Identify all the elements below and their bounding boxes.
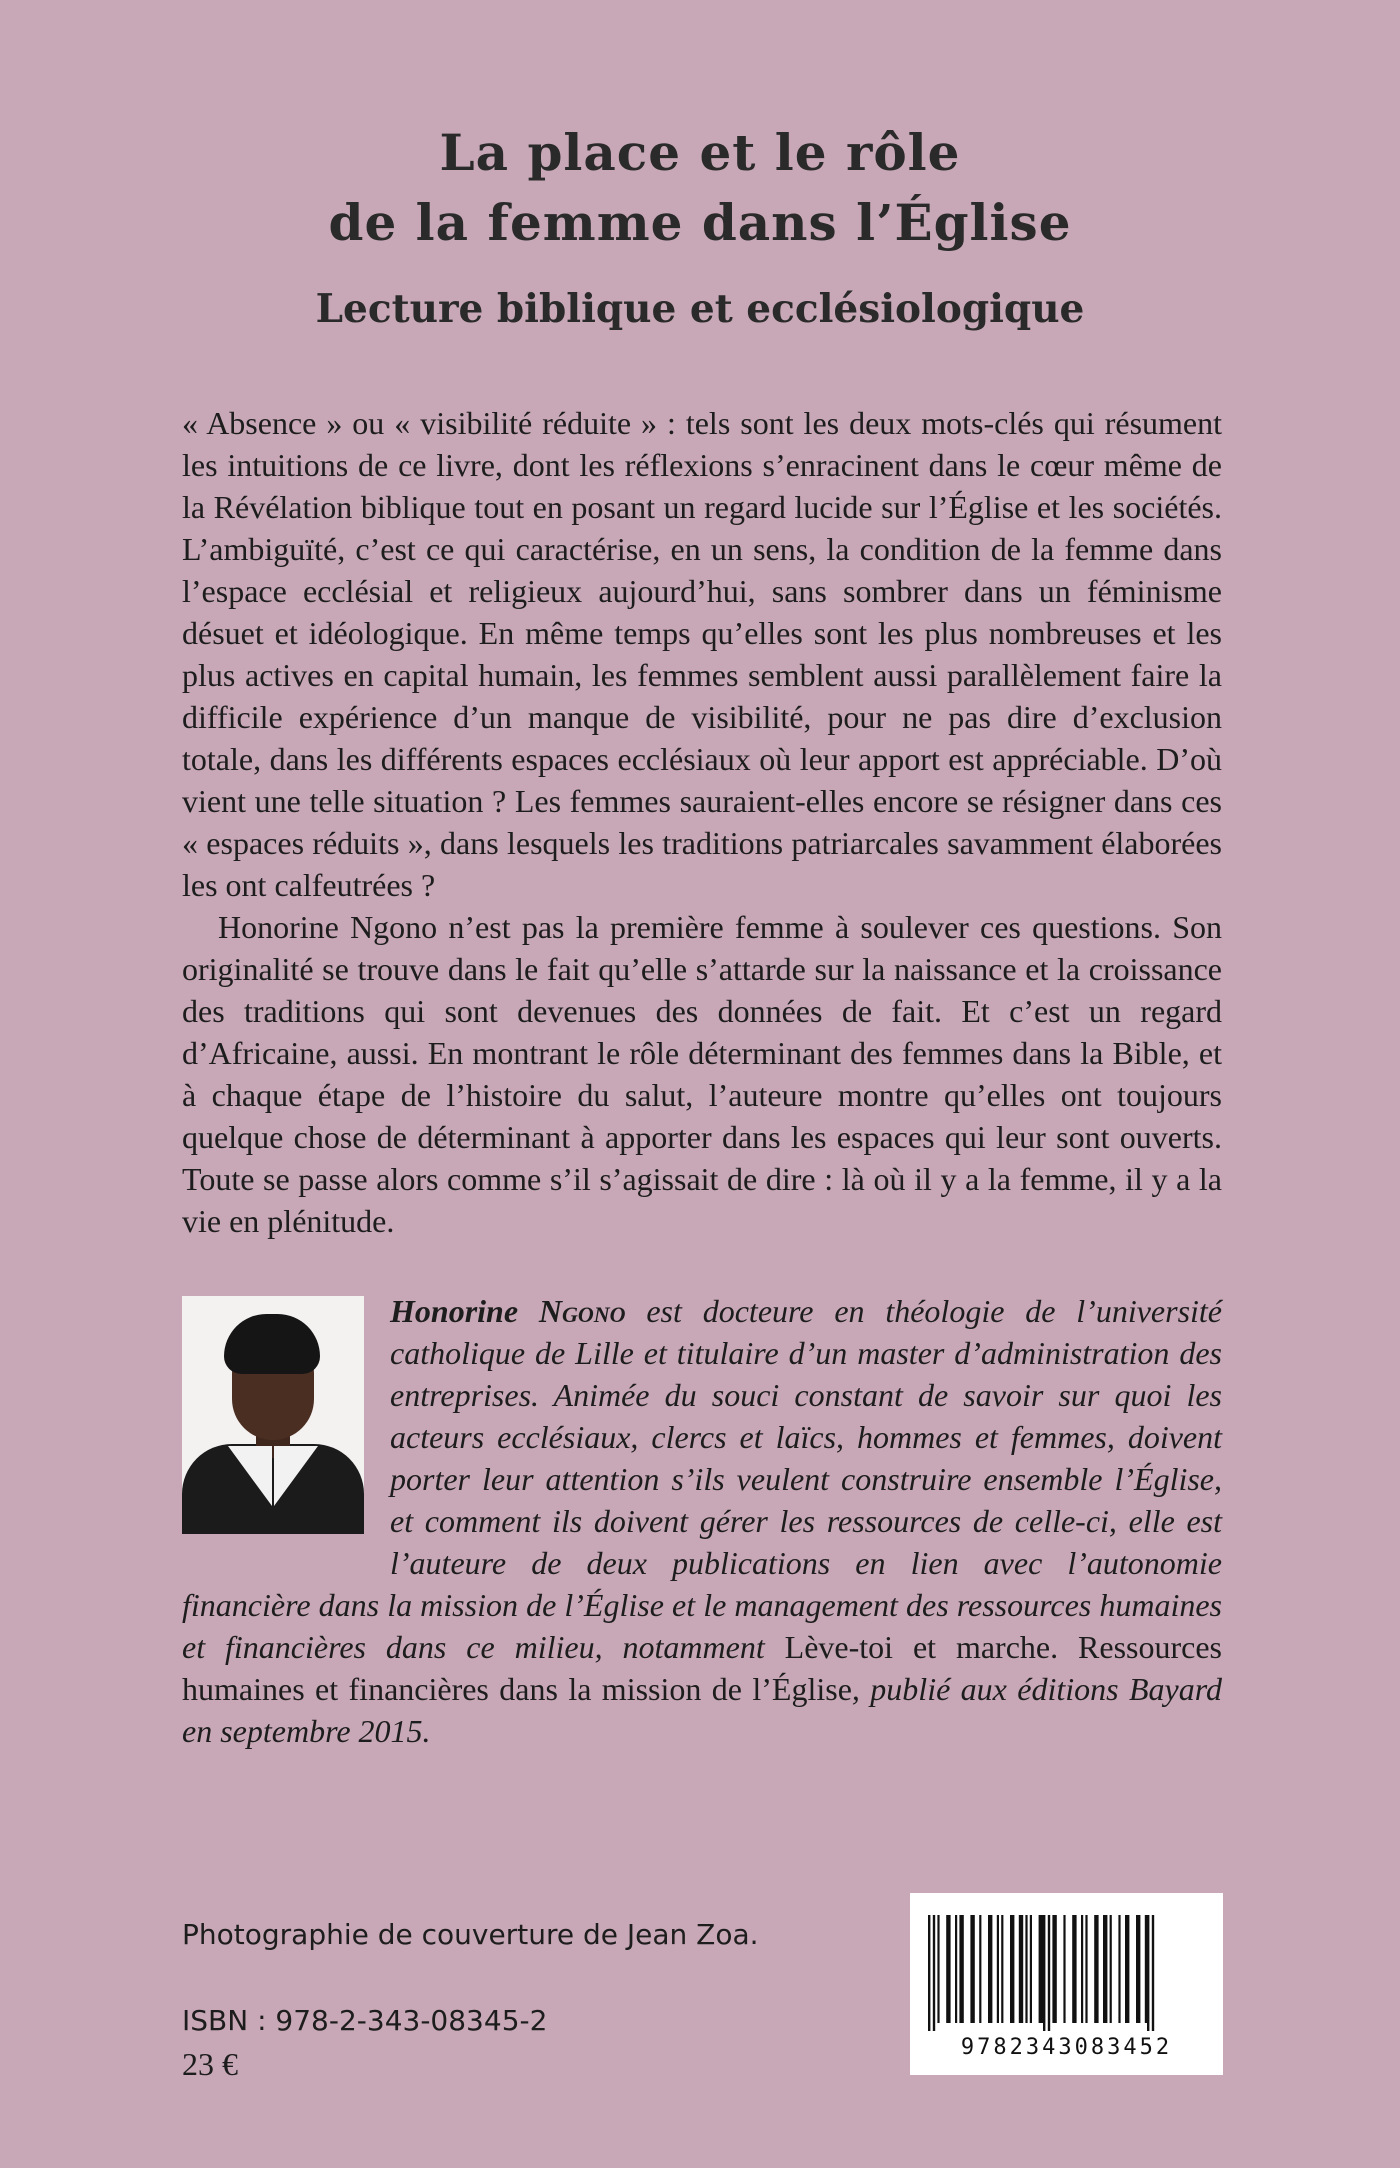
- author-photo: [182, 1296, 364, 1534]
- author-bio: [182, 1290, 1222, 1752]
- summary-text: [182, 402, 1222, 1242]
- barcode-number: 9782343083452: [960, 2035, 1173, 2060]
- author-last-name: Ngono: [538, 1293, 626, 1329]
- author-bio-text-1: est docteure en théologie de l’université catholique de Lille et titulaire d’un master d’administration des entreprises. Animée du souci constant de savoir sur quoi les acteurs ecclésiaux, clercs et laïcs, hommes et femmes, doivent porter leur attention s’ils veulent construire ensemble l’Église, et comment ils doivent gérer les ressources de celle-ci, elle est l’auteure de deux publications en lien avec l’autonomie financière dans la mission de l’Église et le management des ressources humaines et financières dans ce milieu, notamment: [182, 1293, 1223, 1665]
- author-first-name: Honorine: [390, 1293, 519, 1329]
- barcode: [910, 1893, 1223, 2075]
- price: 23 €: [182, 2046, 238, 2082]
- isbn: ISBN : 978-2-343-08345-2: [182, 2004, 548, 2037]
- photo-credit: Photographie de couverture de Jean Zoa.: [182, 1918, 759, 1951]
- summary-paragraph-2: Honorine Ngono n’est pas la première femme à soulever ces questions. Son originalité se trouve dans le fait qu’elle s’attarde sur la naissance et la croissance des traditions qui sont devenues des données de fait. Et c’est un regard d’Africaine, aussi. En montrant le rôle déterminant des femmes dans la Bible, et à chaque étape de l’histoire du salut, l’auteure montre qu’elles ont toujours quelque chose de déterminant à apporter dans les espaces qui leur sont ouverts. Toute se passe alors comme s’il s’agissait de dire : là où il y a la femme, il y a la vie en plénitude.: [182, 909, 1222, 1239]
- author-book-title: Lève-toi et marche. Ressources humaines et financières dans la mission de l’Église: [182, 1629, 1223, 1707]
- title-line-2: de la femme dans l’Église: [328, 193, 1072, 252]
- author-bio-text-2: , publié aux éditions Bayard en septembre 2015.: [182, 1671, 1223, 1749]
- book-title: [0, 118, 1400, 258]
- barcode-bars: [924, 1915, 1209, 2031]
- title-line-1: La place et le rôle: [439, 123, 961, 182]
- summary-paragraph-1: « Absence » ou « visibilité réduite » : tels sont les deux mots-clés qui résument les intuitions de ce livre, dont les réflexions s’enracinent dans le cœur même de la Révélation biblique tout en posant un regard lucide sur l’Église et les sociétés. L’ambiguïté, c’est ce qui caractérise, en un sens, la condition de la femme dans l’espace ecclésial et religieux aujourd’hui, sans sombrer dans un féminisme désuet et idéologique. En même temps qu’elles sont les plus nombreuses et les plus actives en capital humain, les femmes semblent aussi parallèlement faire la difficile expérience d’un manque de visibilité, pour ne pas dire d’exclusion totale, dans les différents espaces ecclésiaux où leur apport est appréciable. D’où vient une telle situation ? Les femmes sauraient-elles encore se résigner dans ces « espaces réduits », dans lesquels les traditions patriarcales savamment élaborées les ont calfeutrées ?: [182, 405, 1222, 903]
- book-subtitle: Lecture biblique et ecclésiologique: [315, 286, 1085, 332]
